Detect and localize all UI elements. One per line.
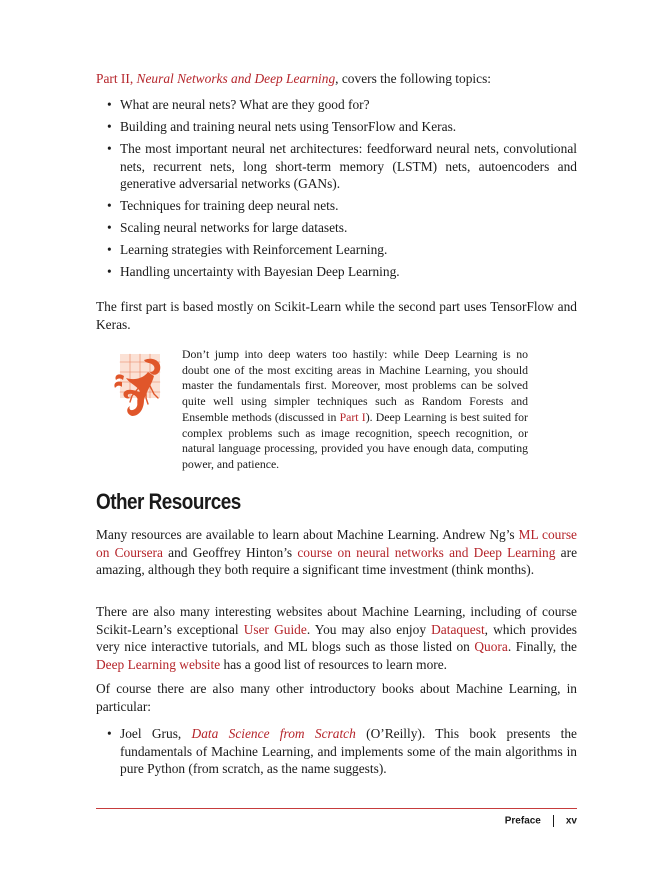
first-part-paragraph: The first part is based mostly on Scikit-Learn while the second part uses TensorFlow and Keras. xyxy=(96,299,577,332)
warning-note xyxy=(182,347,528,473)
scorpion-icon xyxy=(110,350,170,420)
list-item: • What are neural nets? What are they good for? xyxy=(96,96,577,114)
footer-separator xyxy=(553,815,554,827)
list-item: • Handling uncertainty with Bayesian Deep Learning. xyxy=(96,263,577,281)
section-heading: Other Resources xyxy=(96,489,241,514)
part-two-intro xyxy=(96,70,577,88)
list-item: • Joel Grus, Data Science from Scratch (O’Reilly). This book presents the fundamentals of Machine Learning, and implements some of the main algorithms in pure Python (from scratch, as the name suggests). xyxy=(96,725,577,778)
intro-suffix: , covers the following topics: xyxy=(335,71,491,86)
footer-section: Preface xyxy=(504,815,541,827)
books-list xyxy=(96,725,577,782)
list-item: • Scaling neural networks for large datasets. xyxy=(96,219,577,237)
websites-paragraph: There are also many interesting websites about Machine Learning, including of course Scikit-Learn’s exceptional User Guide. You may also enjoy Dataquest, which provides very nice interactive tutorials, and ML blogs such as those listed on Quora. Finally, the Deep Learning website has a good list of resources to learn more. xyxy=(96,604,578,672)
part-label: Part II, xyxy=(96,71,137,86)
part-two-link[interactable] xyxy=(96,71,335,86)
resources-paragraph: Many resources are available to learn about Machine Learning. Andrew Ng’s ML course on Coursera and Geoffrey Hinton’s course on neural networks and Deep Learning are amazing, although they both require a significant time investment (think months). xyxy=(96,527,578,578)
footer-rule xyxy=(96,808,577,809)
user-guide-link[interactable]: User Guide xyxy=(243,621,307,637)
list-item: • The most important neural net architectures: feedforward neural nets, convolutional nets, recurrent nets, long short-term memory (LSTM) nets, autoencoders and generative adversarial networks (GANs). xyxy=(96,140,577,193)
page-footer xyxy=(505,815,577,827)
part-one-link[interactable]: Part I xyxy=(339,409,366,424)
topics-list xyxy=(96,96,577,285)
note-text: ). Deep Learning is best suited for complex problems such as image recognition, speech recognition, or natural language processing, provided you have enough data, computing power, and patience. xyxy=(182,409,528,471)
page-number: xv xyxy=(565,815,577,827)
hinton-course-link[interactable]: course on neural networks and Deep Learning xyxy=(297,544,556,560)
list-item: • Building and training neural nets using TensorFlow and Keras. xyxy=(96,118,577,136)
books-intro-paragraph: Of course there are also many other introductory books about Machine Learning, in particular: xyxy=(96,681,577,714)
list-item: • Techniques for training deep neural nets. xyxy=(96,197,577,215)
coursera-link[interactable]: ML course on Coursera xyxy=(96,527,577,560)
book-title-link[interactable]: Data Science from Scratch xyxy=(191,726,356,741)
deep-learning-website-link[interactable]: Deep Learning website xyxy=(96,656,221,672)
dataquest-link[interactable]: Dataquest xyxy=(431,621,485,637)
note-text: Don’t jump into deep waters too hastily: while Deep Learning is no doubt one of the most exciting areas in Machine Learning, you should master the fundamentals first. Moreover, most problems can be solved quite well using simpler techniques such as Random Forests and Ensemble methods (discussed in xyxy=(182,347,528,424)
quora-link[interactable]: Quora xyxy=(474,639,508,655)
list-item: • Learning strategies with Reinforcement Learning. xyxy=(96,241,577,259)
part-title: Neural Networks and Deep Learning xyxy=(136,71,336,86)
